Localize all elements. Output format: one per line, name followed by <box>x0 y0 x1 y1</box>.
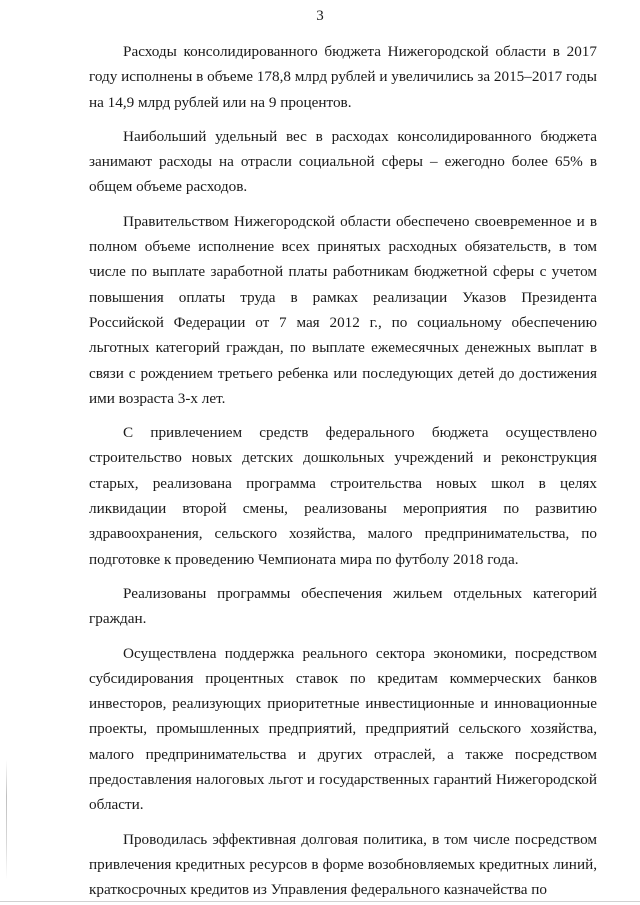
paragraph-real-sector-support: Осуществлена поддержка реального сектора экономики, посредством субсидирования процентных ставок по кредитам коммерческих банков инвесторов, реализующих приоритетные инвестиционные и инновационные проекты, промышленных предприятий, предприятий сельского хозяйства, малого предпринимательства и других отраслей, а также посредством предоставления налоговых льгот и государственных гарантий Нижегородской области. <box>89 644 597 814</box>
scan-bottom-line <box>0 901 640 902</box>
paragraph-debt-policy: Проводилась эффективная долговая политика, в том числе посредством привлечения кредитных ресурсов в форме возобновляемых кредитных линий, краткосрочных кредитов из Управления федерального казначейства по <box>89 830 597 899</box>
paragraph-housing-programs: Реализованы программы обеспечения жильем отдельных категорий граждан. <box>89 584 597 628</box>
paragraph-obligations-fulfilled: Правительством Нижегородской области обеспечено своевременное и в полном объеме исполнение всех принятых расходных обязательств, в том числе по выплате заработной платы работникам бюджетной сферы с учетом повышения оплаты труда в рамках реализации Указов Президента Российской Федерации от 7 мая 2012 г., по социальному обеспечению льготных категорий граждан, по выплате ежемесячных денежных выплат в связи с рождением третьего ребенка или последующих детей до достижения ими возраста 3-х лет. <box>89 212 597 407</box>
page-number: 3 <box>316 8 324 24</box>
paragraph-social-sphere-share: Наибольший удельный вес в расходах консолидированного бюджета занимают расходы на отрасли социальной сферы – ежегодно более 65% в общем объеме расходов. <box>89 127 597 196</box>
document-body <box>89 39 597 903</box>
paragraph-federal-funding: С привлечением средств федерального бюджета осуществлено строительство новых детских дошкольных учреждений и реконструкция старых, реализована программа строительства новых школ в целях ликвидации второй смены, реализованы мероприятия по развитию здравоохранения, сельского хозяйства, малого предпринимательства, по подготовке к проведению Чемпионата мира по футболу 2018 года. <box>89 424 597 568</box>
scan-edge-mark <box>6 760 7 880</box>
paragraph-budget-expenses: Расходы консолидированного бюджета Нижегородской области в 2017 году исполнены в объеме 178,8 млрд рублей и увеличились за 2015–2017 годы на 14,9 млрд рублей или на 9 процентов. <box>89 43 597 111</box>
